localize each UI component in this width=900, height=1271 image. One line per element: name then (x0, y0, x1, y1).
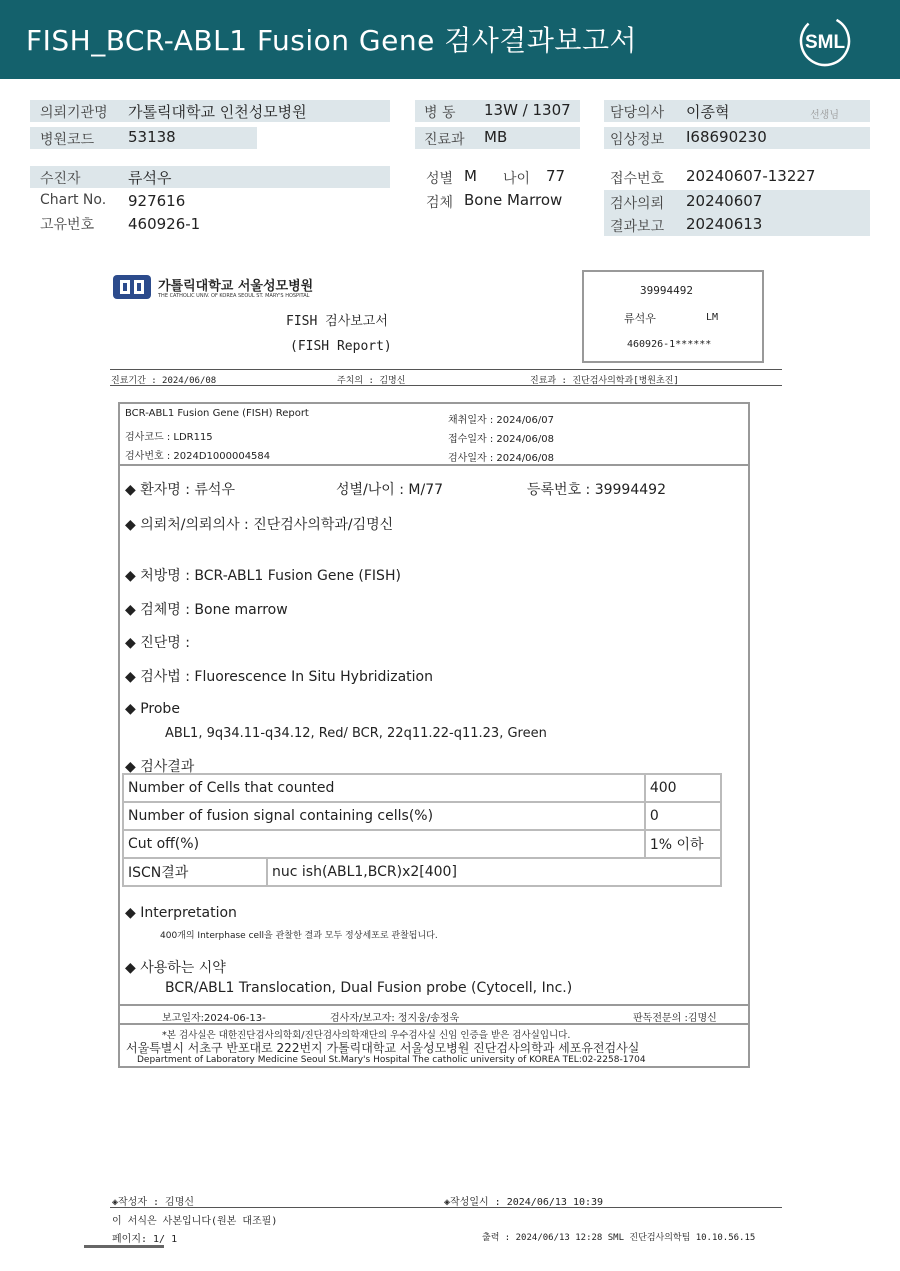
table-row (123, 858, 721, 886)
uid-value: 460926-1 (128, 215, 201, 233)
tester: 검사자/보고자: 정지웅/송정욱 (330, 1013, 460, 1024)
result-table (122, 773, 722, 887)
page-title: FISH_BCR-ABL1 Fusion Gene 검사결과보고서 (26, 24, 638, 57)
interp-text: 400개의 Interphase cell을 관찰한 결과 모두 정상세포로 관찰됩니다. (160, 931, 438, 941)
footer-page: 페이지: 1/ 1 (112, 1234, 178, 1245)
requester-line: ◆ 의뢰처/의뢰의사 : 진단검사의학과/김명신 (125, 517, 394, 533)
report-value: 20240613 (686, 215, 763, 233)
reagent-text: BCR/ABL1 Translocation, Dual Fusion probe (Cytocell, Inc.) (165, 980, 573, 996)
table-row (123, 774, 721, 802)
report-title-ko: FISH 검사보고서 (286, 314, 388, 329)
order-line: ◆ 처방명 : BCR-ABL1 Fusion Gene (FISH) (125, 568, 401, 584)
id-box-name: 류석우 (624, 312, 656, 325)
info-band (30, 166, 390, 188)
sml-logo (798, 14, 852, 68)
meta-date: 진료기간 : 2024/06/08 (111, 376, 217, 386)
table-row (123, 830, 721, 858)
chart-label: Chart No. (40, 192, 107, 208)
method-line: ◆ 검사법 : Fluorescence In Situ Hybridization (125, 669, 433, 685)
test-title: BCR-ABL1 Fusion Gene (FISH) Report (125, 408, 309, 419)
ward-label: 병 동 (424, 105, 456, 121)
hospital-name: 가톨릭대학교 서울성모병원 (158, 279, 314, 294)
result-label: Cut off(%) (123, 830, 645, 858)
divider (120, 464, 748, 466)
patient-value: 류석우 (128, 169, 172, 187)
sexage-line: 성별/나이 : M/77 (336, 482, 444, 498)
report-label: 결과보고 (610, 219, 665, 235)
result-value: 0 (645, 802, 721, 830)
address: 서울특별시 서초구 반포대로 222번지 가톨릭대학교 서울성모병원 진단검사의학과 세포유전검사실 (126, 1041, 640, 1055)
ward-value: 13W / 1307 (484, 101, 571, 119)
id-box-rrn: 460926-1****** (627, 339, 712, 350)
report-title-en: (FISH Report) (290, 339, 392, 354)
receipt-label: 접수번호 (610, 171, 665, 187)
divider (110, 385, 782, 386)
dept-value: MB (484, 128, 508, 146)
test-code: 검사코드 : LDR115 (125, 432, 213, 443)
age-value: 77 (546, 167, 566, 185)
diagnosis-line: ◆ 진단명 : (125, 635, 190, 651)
divider (110, 1207, 782, 1208)
uid-label: 고유번호 (40, 217, 95, 233)
test-date: 검사일자 : 2024/06/08 (448, 453, 555, 464)
probe-heading: ◆ Probe (125, 701, 180, 717)
divider (120, 1023, 748, 1025)
id-box-reg-no: 39994492 (640, 284, 693, 297)
result-value: 400 (645, 774, 721, 802)
sml-logo-text: SML (804, 32, 846, 53)
footer-copy-note: 이 서식은 사본입니다(원본 대조필) (112, 1216, 278, 1227)
request-label: 검사의뢰 (610, 196, 665, 212)
specimen-line: ◆ 검체명 : Bone marrow (125, 602, 288, 618)
footer-print: 출력 : 2024/06/13 12:28 SML 진단검사의학팀 10.10.56.15 (482, 1233, 756, 1243)
hospital-sub: THE CATHOLIC UNIV. OF KOREA SEOUL ST. MARY'S HOSPITAL (158, 293, 310, 299)
dept-en: Department of Laboratory Medicine Seoul St.Mary's Hospital The catholic university of KOREA TEL:02-2258-1704 (137, 1055, 646, 1065)
result-heading: ◆ 검사결과 (125, 759, 195, 775)
doctor-label: 담당의사 (610, 105, 665, 121)
request-value: 20240607 (686, 192, 763, 210)
patient-label: 수진자 (40, 171, 81, 187)
hospital-emblem-icon (112, 274, 152, 300)
probe-text: ABL1, 9q34.11-q34.12, Red/ BCR, 22q11.22-q11.23, Green (165, 726, 547, 741)
doctor-suffix: 선생님 (810, 110, 839, 121)
result-label: Number of Cells that counted (123, 774, 645, 802)
reagent-heading: ◆ 사용하는 시약 (125, 960, 226, 976)
id-box-code: LM (706, 312, 719, 323)
age-label: 나이 (503, 171, 531, 187)
test-no: 검사번호 : 2024D1000004584 (125, 451, 271, 462)
interp-heading: ◆ Interpretation (125, 905, 237, 921)
sex-label: 성별 (426, 171, 454, 187)
doctor-value: 이종혁 (686, 103, 730, 121)
hospital-code-label: 병원코드 (40, 132, 95, 148)
dept-label: 진료과 (424, 132, 465, 148)
report-date: 보고일자:2024-06-13- (162, 1013, 266, 1024)
sex-value: M (464, 167, 477, 185)
reg-line: 등록번호 : 39994492 (527, 482, 666, 498)
patient-line: ◆ 환자명 : 류석우 (125, 482, 235, 498)
footer-author: ◈작성자 : 김명신 (112, 1197, 195, 1208)
institution-label: 의뢰기관명 (40, 105, 108, 121)
receipt-value: 20240607-13227 (686, 167, 816, 185)
footer-written: ◈작성일시 : 2024/06/13 10:39 (444, 1197, 604, 1208)
hospital-code-value: 53138 (128, 128, 176, 146)
page-marker (84, 1245, 164, 1248)
specimen-value: Bone Marrow (464, 191, 563, 209)
clinical-value: I68690230 (686, 128, 767, 146)
specimen-label: 검체 (426, 195, 454, 211)
divider (110, 369, 782, 370)
table-row (123, 802, 721, 830)
institution-value: 가톨릭대학교 인천성모병원 (128, 103, 307, 121)
receipt-date: 접수일자 : 2024/06/08 (448, 434, 555, 445)
iscn-label: ISCN결과 (123, 858, 267, 886)
chart-value: 927616 (128, 192, 186, 210)
result-label: Number of fusion signal containing cells(%) (123, 802, 645, 830)
meta-dept: 진료과 : 진단검사의학과[병원초진] (530, 376, 679, 386)
iscn-value: nuc ish(ABL1,BCR)x2[400] (267, 858, 721, 886)
divider (120, 1004, 748, 1006)
reader: 판독전문의 :김명신 (633, 1013, 717, 1024)
collect-date: 채취일자 : 2024/06/07 (448, 415, 555, 426)
meta-physician: 주치의 : 김명신 (337, 376, 406, 386)
clinical-label: 임상정보 (610, 132, 665, 148)
cert-text: *본 검사실은 대한진단검사의학회/진단검사의학재단의 우수검사실 신임 인증을 받은 검사실입니다. (162, 1030, 571, 1041)
result-value: 1% 이하 (645, 830, 721, 858)
